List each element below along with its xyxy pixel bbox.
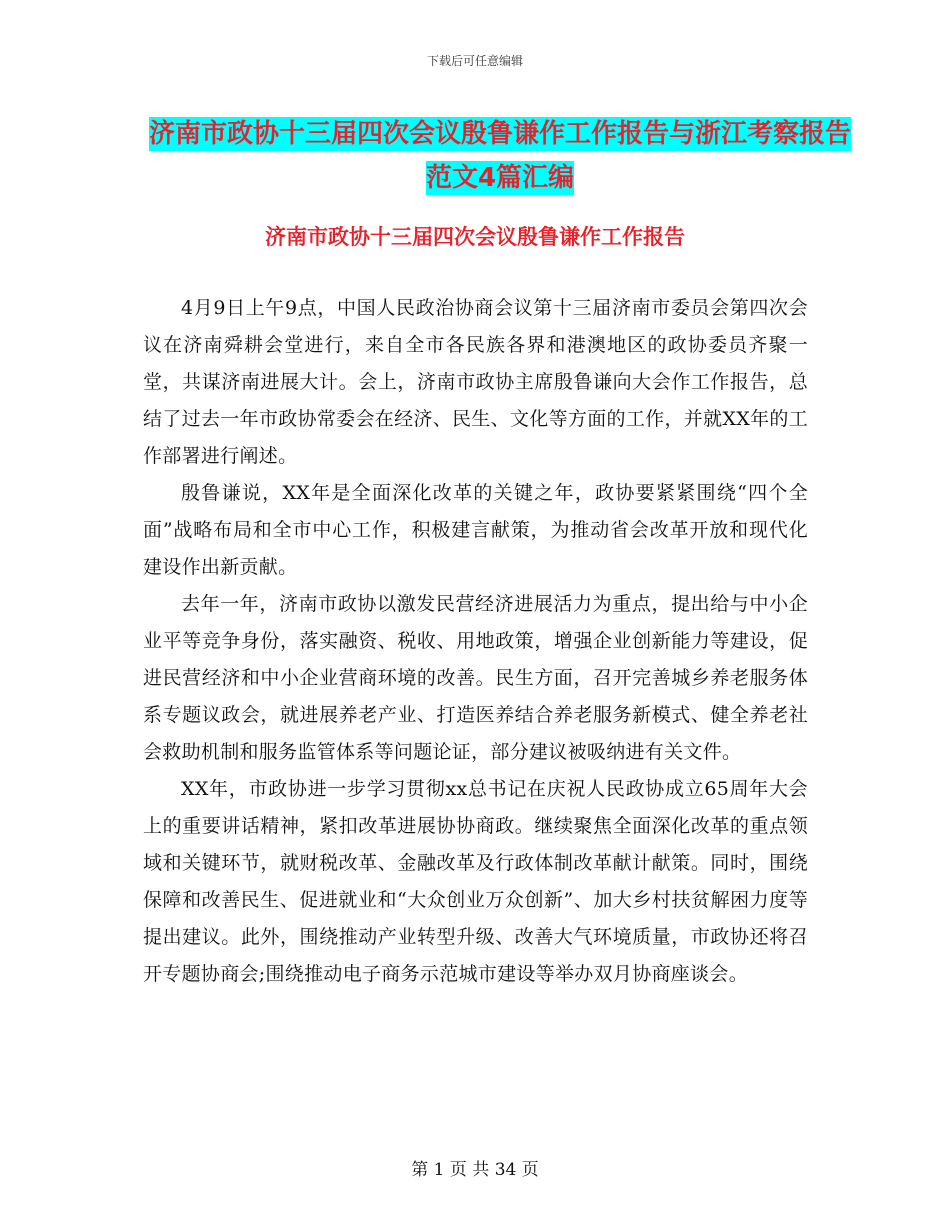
document-title-text: 济南市政协十三届四次会议殷鲁谦作工作报告与浙江考察报告范文4篇汇编: [148, 119, 851, 193]
document-body: [143, 290, 808, 993]
paragraph: XX年，市政协进一步学习贯彻xx总书记在庆祝人民政协成立65周年大会上的重要讲话精神，紧扣改革进展协协商政。继续聚焦全面深化改革的重点领域和关键环节，就财税改革、金融改革及行政体制改革献计献策。同时，围绕保障和改善民生、促进就业和“大众创业万众创新”、加大乡村扶贫解困力度等提出建议。此外，围绕推动产业转型升级、改善大气环境质量，市政协还将召开专题协商会;围绕推动电子商务示范城市建设等举办双月协商座谈会。: [143, 778, 808, 985]
section-title: 济南市政协十三届四次会议殷鲁谦作工作报告: [265, 225, 685, 249]
paragraph: 去年一年，济南市政协以激发民营经济进展活力为重点，提出给与中小企业平等竞争身份，落实融资、税收、用地政策，增强企业创新能力等建设，促进民营经济和中小企业营商环境的改善。民生方面，召开完善城乡养老服务体系专题议政会，就进展养老产业、打造医养结合养老服务新模式、健全养老社会救助机制和服务监管体系等问题论证，部分建议被吸纳进有关文件。: [143, 593, 808, 763]
header-note: 下载后可任意编辑: [426, 54, 523, 68]
page-footer: 第 1 页 共 34 页: [411, 1160, 539, 1180]
paragraph: 殷鲁谦说，XX年是全面深化改革的关键之年，政协要紧紧围绕“四个全面”战略布局和全市中心工作，积极建言献策，为推动省会改革开放和现代化建设作出新贡献。: [143, 482, 808, 578]
document-title: [140, 112, 860, 200]
paragraph: 4月9日上午9点，中国人民政治协商会议第十三届济南市委员会第四次会议在济南舜耕会堂进行，来自全市各民族各界和港澳地区的政协委员齐聚一堂，共谋济南进展大计。会上，济南市政协主席殷鲁谦向大会作工作报告，总结了过去一年市政协常委会在经济、民生、文化等方面的工作，并就XX年的工作部署进行阐述。: [143, 297, 808, 467]
